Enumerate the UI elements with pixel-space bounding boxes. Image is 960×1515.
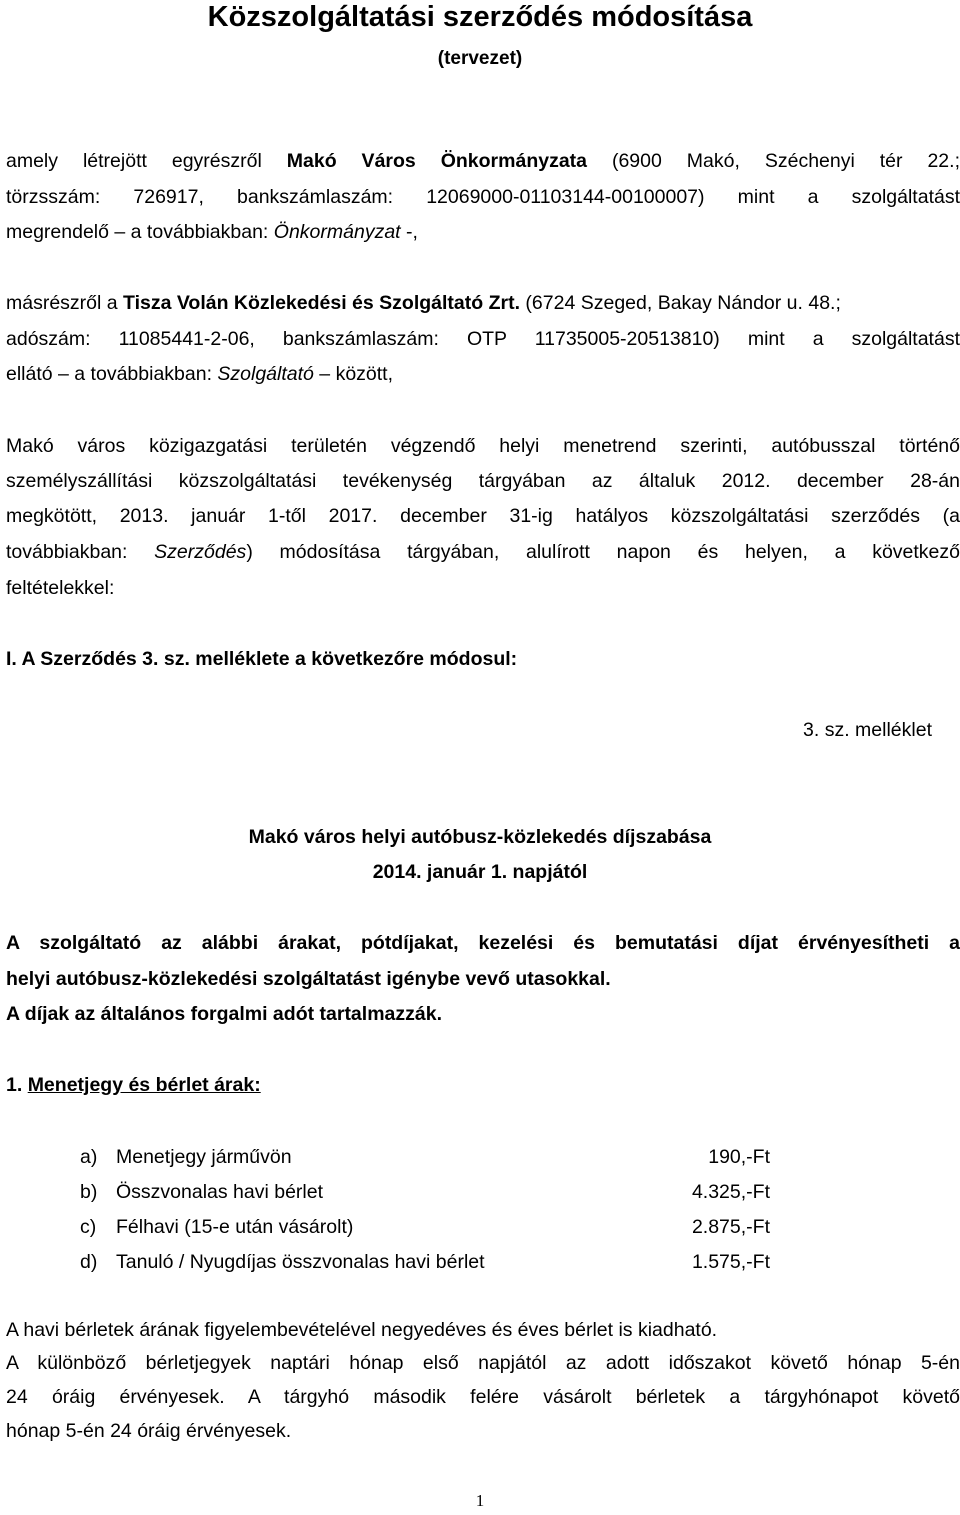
body-line-3: megkötött, 2013. január 1-től 2017. december 31-ig hatályos közszolgáltatási szerződés (a	[6, 505, 960, 527]
body-line-5: feltételekkel:	[6, 577, 115, 599]
price-item: b) Összvonalas havi bérlet 4.325,-Ft	[80, 1175, 770, 1210]
price-item-name: Félhavi (15-e után vásárolt)	[116, 1216, 354, 1238]
body-line-1: Makó város közigazgatási területén végzendő helyi menetrend szerinti, autóbusszal történő	[6, 435, 960, 457]
body-line-4: továbbiakban: Szerződés) módosítása tárgyában, alulírott napon és helyen, a következő	[6, 541, 960, 563]
page-number: 1	[475, 1491, 485, 1510]
document-title: Közszolgáltatási szerződés módosítása	[207, 1, 753, 33]
section-1-heading: 1. Menetjegy és bérlet árak:	[6, 1074, 261, 1096]
party2-line-3: ellátó – a továbbiakban: Szolgáltató – között,	[6, 363, 394, 385]
notes-line-3: 24 óráig érvényesek. A tárgyhó második felére vásárolt bérletek a tárgyhónapot követő	[6, 1386, 960, 1408]
price-item: c) Félhavi (15-e után vásárolt) 2.875,-Ft	[80, 1210, 770, 1245]
party1-name: Makó Város Önkormányzata	[286, 150, 588, 172]
annex-date: 2014. január 1. napjától	[372, 861, 588, 883]
body-line-2: személyszállítási közszolgáltatási tevékenység tárgyában az általuk 2012. december 28-án	[6, 470, 960, 492]
price-item-price: 2.875,-Ft	[691, 1216, 770, 1238]
notes-line-4: hónap 5-én 24 óráig érvényesek.	[6, 1420, 292, 1442]
price-item-price: 1.575,-Ft	[691, 1251, 770, 1273]
price-item-price: 4.325,-Ft	[691, 1181, 770, 1203]
party2-name: Tisza Volán Közlekedési és Szolgáltató Zrt.	[123, 292, 521, 314]
price-item-price: 190,-Ft	[708, 1146, 770, 1168]
price-item-name: Menetjegy járművön	[116, 1146, 292, 1168]
section-heading: I. A Szerződés 3. sz. melléklete a következőre módosul:	[6, 648, 518, 670]
intro-line-3: A díjak az általános forgalmi adót tartalmazzák.	[6, 1003, 442, 1025]
party2-line-2: adószám: 11085441-2-06, bankszámlaszám: OTP 11735005-20513810) mint a szolgáltatást	[6, 328, 960, 350]
annex-title: Makó város helyi autóbusz-közlekedés díjszabása	[248, 826, 712, 848]
price-item-name: Tanuló / Nyugdíjas összvonalas havi bérlet	[116, 1251, 485, 1273]
intro-line-2: helyi autóbusz-közlekedési szolgáltatást igénybe vevő utasokkal.	[6, 968, 611, 990]
notes-line-1: A havi bérletek árának figyelembevételével negyedéves és éves bérlet is kiadható.	[6, 1319, 718, 1341]
annex-label: 3. sz. melléklet	[803, 719, 932, 741]
document-subtitle: (tervezet)	[437, 48, 523, 69]
intro-line-1: A szolgáltató az alábbi árakat, pótdíjakat, kezelési és bemutatási díjat érvényesítheti a	[6, 932, 960, 954]
notes-line-2: A különböző bérletjegyek naptári hónap első napjától az adott időszakot követő hónap 5-én	[6, 1352, 960, 1374]
price-item-name: Összvonalas havi bérlet	[116, 1181, 324, 1203]
party1-line-3: megrendelő – a továbbiakban: Önkormányzat -,	[6, 221, 418, 243]
party1-line-1: amely létrejött egyrészről Makó Város Önkormányzata (6900 Makó, Széchenyi tér 22.;	[6, 150, 960, 172]
price-item: d) Tanuló / Nyugdíjas összvonalas havi bérlet 1.575,-Ft	[80, 1245, 770, 1280]
party2-line-1: másrészről a Tisza Volán Közlekedési és Szolgáltató Zrt. (6724 Szeged, Bakay Nándor u. 48.;	[6, 292, 841, 314]
price-item: a) Menetjegy járművön 190,-Ft	[80, 1140, 770, 1175]
party1-line-2: törzsszám: 726917, bankszámlaszám: 12069000-01103144-00100007) mint a szolgáltatást	[6, 186, 960, 208]
